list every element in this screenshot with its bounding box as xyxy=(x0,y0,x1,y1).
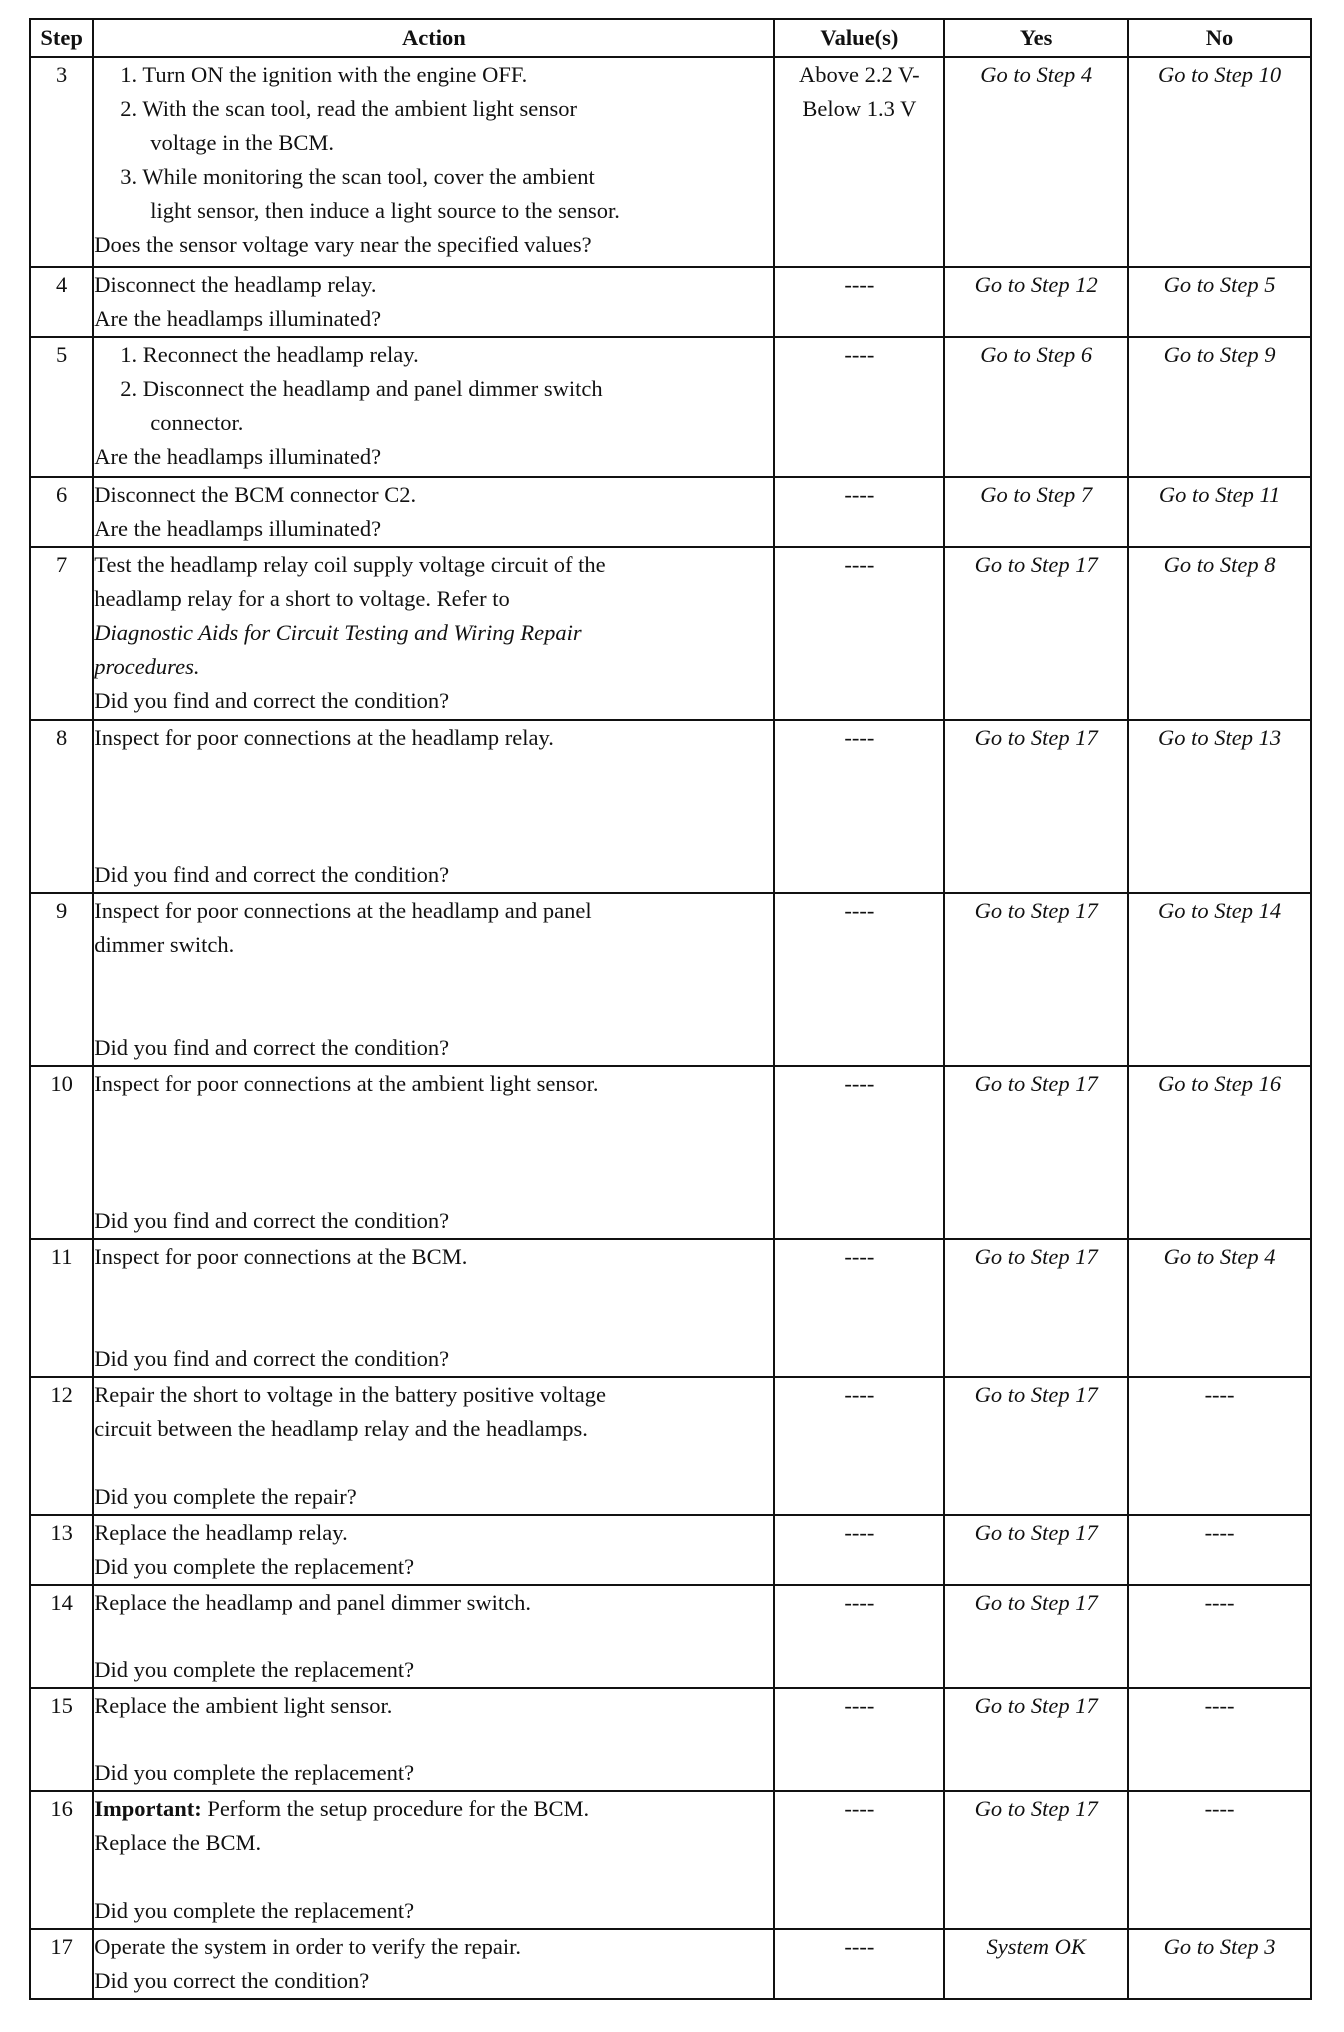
table-row xyxy=(30,1688,1311,1791)
action-item: voltage in the BCM. xyxy=(150,130,335,155)
action-cell xyxy=(93,477,774,547)
important-note xyxy=(94,1792,773,1826)
value-cell: ---- xyxy=(774,1585,944,1688)
yes-cell: Go to Step 17 xyxy=(944,1688,1128,1791)
no-cell: Go to Step 10 xyxy=(1128,57,1311,267)
yes-cell: Go to Step 17 xyxy=(944,1515,1128,1585)
header-row xyxy=(30,19,1311,57)
action-cell xyxy=(93,57,774,267)
step-number: 4 xyxy=(30,267,93,337)
important-label: Important: xyxy=(94,1796,202,1821)
value-cell: ---- xyxy=(774,1239,944,1377)
step-number: 7 xyxy=(30,547,93,720)
value-cell: ---- xyxy=(774,1929,944,1999)
step-number: 17 xyxy=(30,1929,93,1999)
diagnostic-table xyxy=(29,18,1312,2000)
table-row xyxy=(30,57,1311,267)
action-cell xyxy=(93,337,774,477)
no-cell: Go to Step 4 xyxy=(1128,1239,1311,1377)
value-cell: ---- xyxy=(774,720,944,893)
yes-cell: Go to Step 17 xyxy=(944,1377,1128,1515)
step-number: 16 xyxy=(30,1791,93,1929)
action-question: Did you complete the replacement? xyxy=(94,1760,415,1785)
header-values: Value(s) xyxy=(774,19,944,57)
yes-cell: System OK xyxy=(944,1929,1128,1999)
header-action: Action xyxy=(93,19,774,57)
yes-cell: Go to Step 12 xyxy=(944,267,1128,337)
table-row xyxy=(30,1066,1311,1239)
value-cell: ---- xyxy=(774,1377,944,1515)
value-cell: ---- xyxy=(774,1515,944,1585)
action-question: Did you find and correct the condition? xyxy=(94,1035,450,1060)
action-cell xyxy=(93,1688,774,1791)
step-number: 8 xyxy=(30,720,93,893)
action-cell xyxy=(93,893,774,1066)
step-number: 15 xyxy=(30,1688,93,1791)
no-cell: ---- xyxy=(1128,1791,1311,1929)
action-text: dimmer switch. xyxy=(94,932,235,957)
table-row xyxy=(30,547,1311,720)
table-row xyxy=(30,1929,1311,1999)
no-cell: Go to Step 5 xyxy=(1128,267,1311,337)
step-number: 5 xyxy=(30,337,93,477)
action-text: Disconnect the BCM connector C2. xyxy=(94,482,417,507)
action-text: Inspect for poor connections at the ambient light sensor. xyxy=(94,1071,599,1096)
action-item: 3. While monitoring the scan tool, cover the ambient xyxy=(120,164,595,189)
action-cell xyxy=(93,1066,774,1239)
action-item: connector. xyxy=(150,410,244,435)
no-cell: Go to Step 16 xyxy=(1128,1066,1311,1239)
action-cell xyxy=(93,720,774,893)
action-question: Did you complete the repair? xyxy=(94,1484,357,1509)
action-question: Did you complete the replacement? xyxy=(94,1657,415,1682)
action-text: Replace the ambient light sensor. xyxy=(94,1693,393,1718)
action-question: Are the headlamps illuminated? xyxy=(94,444,382,469)
action-item: 1. Turn ON the ignition with the engine OFF. xyxy=(120,62,528,87)
reference-text: procedures. xyxy=(94,654,200,679)
action-text: Replace the headlamp relay. xyxy=(94,1520,348,1545)
action-text: Disconnect the headlamp relay. xyxy=(94,272,377,297)
yes-cell: Go to Step 17 xyxy=(944,720,1128,893)
no-cell: Go to Step 13 xyxy=(1128,720,1311,893)
no-cell: ---- xyxy=(1128,1585,1311,1688)
table-row xyxy=(30,893,1311,1066)
step-number: 14 xyxy=(30,1585,93,1688)
yes-cell: Go to Step 17 xyxy=(944,547,1128,720)
value-cell: ---- xyxy=(774,477,944,547)
yes-cell: Go to Step 17 xyxy=(944,1066,1128,1239)
value-cell: ---- xyxy=(774,267,944,337)
action-item: light sensor, then induce a light source to the sensor. xyxy=(150,198,620,223)
yes-cell: Go to Step 6 xyxy=(944,337,1128,477)
action-cell xyxy=(93,547,774,720)
action-text: Inspect for poor connections at the headlamp relay. xyxy=(94,725,554,750)
header-no: No xyxy=(1128,19,1311,57)
value-text: Above 2.2 V- xyxy=(799,62,920,87)
action-question: Did you find and correct the condition? xyxy=(94,1346,450,1371)
important-text: Perform the setup procedure for the BCM. xyxy=(201,1796,590,1821)
action-question: Did you find and correct the condition? xyxy=(94,1208,450,1233)
action-question: Did you find and correct the condition? xyxy=(94,862,450,887)
value-cell: ---- xyxy=(774,337,944,477)
step-number: 12 xyxy=(30,1377,93,1515)
action-question: Did you complete the replacement? xyxy=(94,1554,415,1579)
action-question: Did you correct the condition? xyxy=(94,1968,370,1993)
table-row xyxy=(30,337,1311,477)
table-row xyxy=(30,1239,1311,1377)
header-yes: Yes xyxy=(944,19,1128,57)
action-cell xyxy=(93,1515,774,1585)
action-cell xyxy=(93,1585,774,1688)
yes-cell: Go to Step 17 xyxy=(944,1239,1128,1377)
no-cell: ---- xyxy=(1128,1377,1311,1515)
action-question: Did you complete the replacement? xyxy=(94,1898,415,1923)
action-text: circuit between the headlamp relay and the headlamps. xyxy=(94,1416,588,1441)
no-cell: Go to Step 3 xyxy=(1128,1929,1311,1999)
step-number: 6 xyxy=(30,477,93,547)
yes-cell: Go to Step 17 xyxy=(944,893,1128,1066)
action-question: Are the headlamps illuminated? xyxy=(94,516,382,541)
no-cell: Go to Step 8 xyxy=(1128,547,1311,720)
yes-cell: Go to Step 7 xyxy=(944,477,1128,547)
table-row xyxy=(30,720,1311,893)
table-row xyxy=(30,1585,1311,1688)
value-cell: ---- xyxy=(774,1688,944,1791)
table-row xyxy=(30,477,1311,547)
value-cell xyxy=(774,57,944,267)
action-item: 1. Reconnect the headlamp relay. xyxy=(120,342,419,367)
no-cell: ---- xyxy=(1128,1515,1311,1585)
action-text: Inspect for poor connections at the headlamp and panel xyxy=(94,898,592,923)
value-cell: ---- xyxy=(774,893,944,1066)
yes-cell: Go to Step 4 xyxy=(944,57,1128,267)
step-number: 9 xyxy=(30,893,93,1066)
action-cell xyxy=(93,1239,774,1377)
no-cell: ---- xyxy=(1128,1688,1311,1791)
action-cell xyxy=(93,1929,774,1999)
action-question: Does the sensor voltage vary near the specified values? xyxy=(94,232,592,257)
step-number: 11 xyxy=(30,1239,93,1377)
action-text: Replace the BCM. xyxy=(94,1830,262,1855)
value-cell: ---- xyxy=(774,1066,944,1239)
action-cell xyxy=(93,267,774,337)
table-row xyxy=(30,1377,1311,1515)
table-row xyxy=(30,1515,1311,1585)
action-item: 2. Disconnect the headlamp and panel dimmer switch xyxy=(120,376,603,401)
value-text: Below 1.3 V xyxy=(802,96,917,121)
step-number: 13 xyxy=(30,1515,93,1585)
action-question: Are the headlamps illuminated? xyxy=(94,306,382,331)
value-cell: ---- xyxy=(774,1791,944,1929)
action-text: Operate the system in order to verify the repair. xyxy=(94,1934,522,1959)
step-number: 10 xyxy=(30,1066,93,1239)
no-cell: Go to Step 11 xyxy=(1128,477,1311,547)
yes-cell: Go to Step 17 xyxy=(944,1585,1128,1688)
action-text: Repair the short to voltage in the battery positive voltage xyxy=(94,1382,607,1407)
no-cell: Go to Step 14 xyxy=(1128,893,1311,1066)
no-cell: Go to Step 9 xyxy=(1128,337,1311,477)
action-text: Replace the headlamp and panel dimmer switch. xyxy=(94,1590,531,1615)
action-text: Test the headlamp relay coil supply voltage circuit of the xyxy=(94,552,606,577)
yes-cell: Go to Step 17 xyxy=(944,1791,1128,1929)
action-cell xyxy=(93,1791,774,1929)
step-number: 3 xyxy=(30,57,93,267)
action-text: headlamp relay for a short to voltage. Refer to xyxy=(94,586,510,611)
action-cell xyxy=(93,1377,774,1515)
header-step: Step xyxy=(30,19,93,57)
reference-text: Diagnostic Aids for Circuit Testing and Wiring Repair xyxy=(94,620,582,645)
table-row xyxy=(30,1791,1311,1929)
value-cell: ---- xyxy=(774,547,944,720)
action-question: Did you find and correct the condition? xyxy=(94,688,450,713)
action-text: Inspect for poor connections at the BCM. xyxy=(94,1244,468,1269)
action-item: 2. With the scan tool, read the ambient light sensor xyxy=(120,96,577,121)
table-row xyxy=(30,267,1311,337)
